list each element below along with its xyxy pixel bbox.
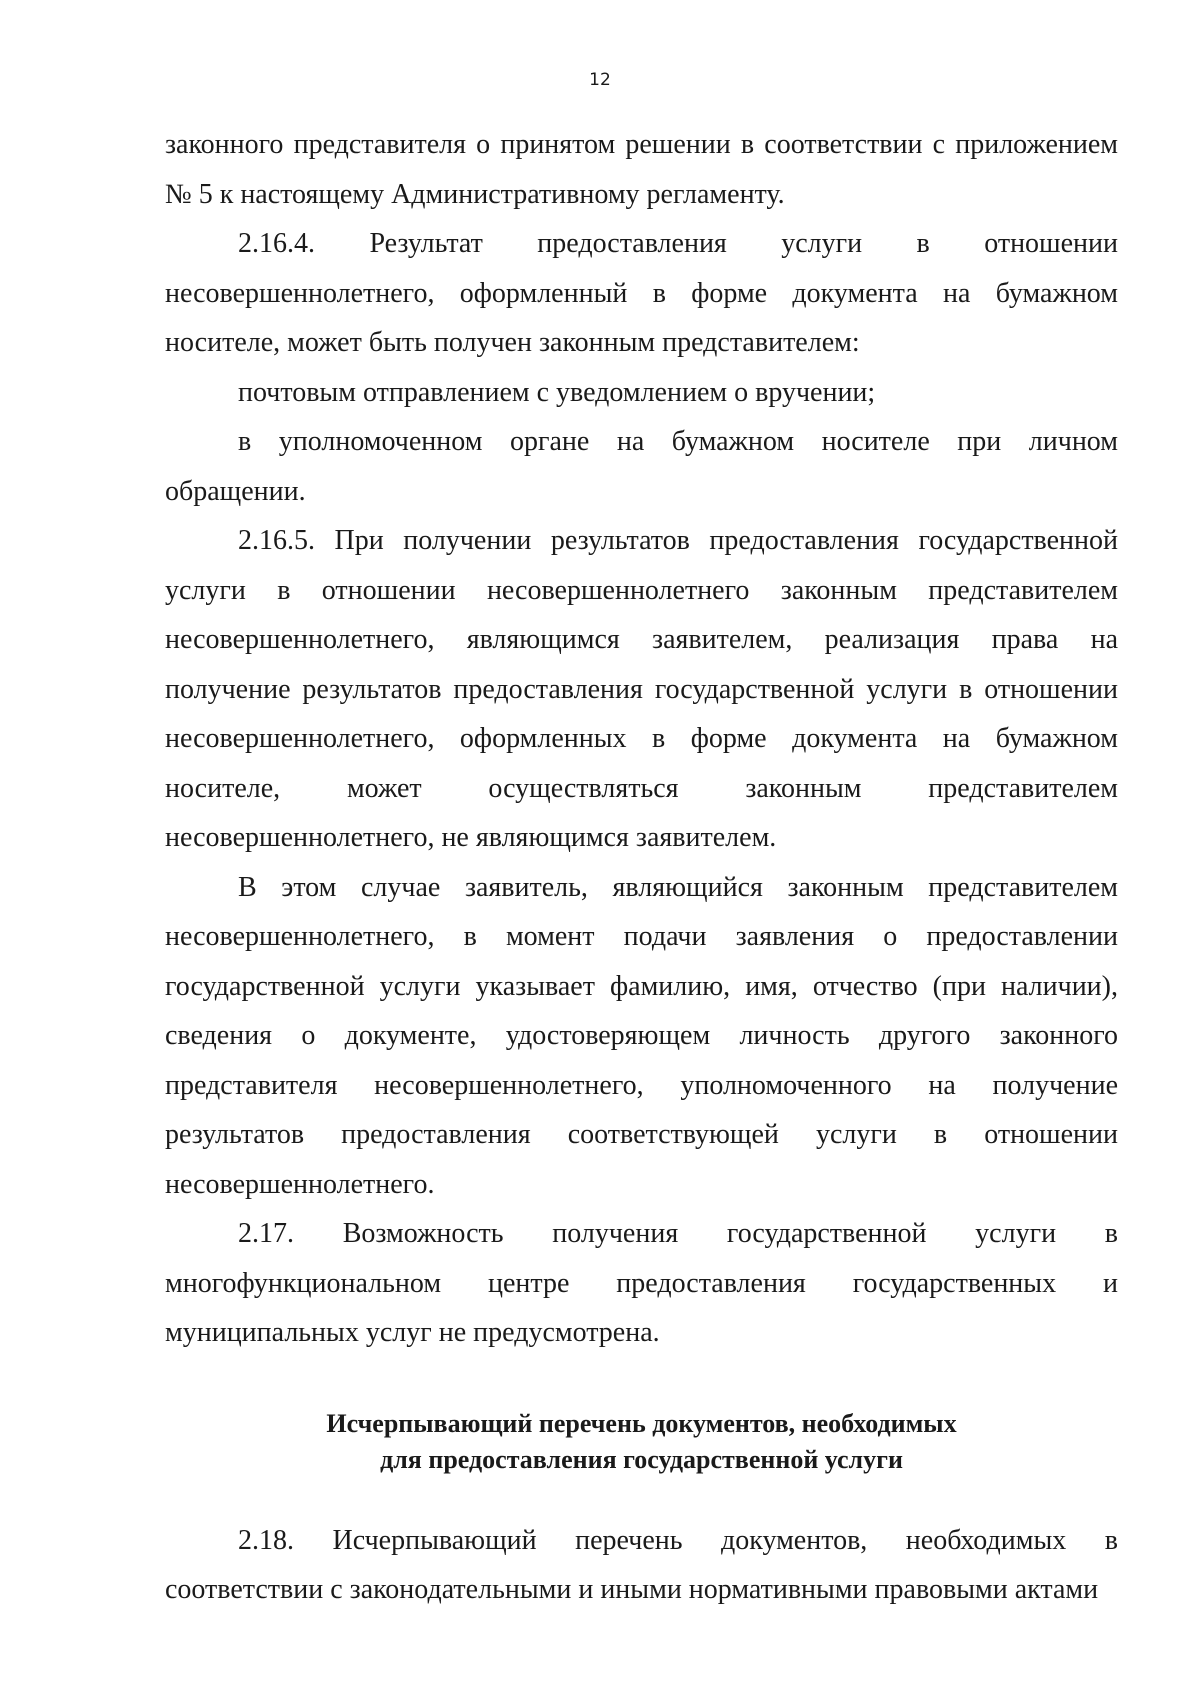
- page-number: 12: [589, 70, 611, 90]
- word: Исчерпывающий: [332, 1524, 537, 1556]
- paragraph-2-16-4: 2.16.4. Результат предоставления услуги в отношении несовершеннолетнего, оформленный в форме документа на бумажном носителе, может быть получен законным представителем:: [165, 228, 1118, 358]
- paragraph-2-16-5: 2.16.5. При получении результатов предоставления государственной услуги в отношении несовершеннолетнего законным представителем несовершеннолетнего, являющимся заявителем, реализация права на получение результатов предоставления государственной услуги в отношении несовершеннолетнего, оформленных в форме документа на бумажном носителе, может осуществляться законным представителем несовершеннолетнего, не являющимся заявителем.: [165, 525, 1118, 853]
- paragraph-in-this-case: В этом случае заявитель, являющийся законным представителем несовершеннолетнего, в момент подачи заявления о предоставлении государственной услуги указывает фамилию, имя, отчество (при наличии), сведения о документе, удостоверяющем личность другого законного представителя несовершеннолетнего, уполномоченного на получение результатов предоставления соответствующей услуги в отношении несовершеннолетнего.: [165, 871, 1118, 1200]
- word: в: [1104, 1524, 1118, 1556]
- paragraph-2-18-line-2: соответствии с законодательными и иными нормативными правовыми актами: [165, 1574, 1099, 1605]
- word: 2.18.: [238, 1524, 294, 1556]
- section-heading: [165, 1406, 1118, 1478]
- paragraph-1: законного представителя о принятом решении в соответствии с приложением № 5 к настоящему Административному регламенту.: [165, 129, 1118, 210]
- section-heading-line-2: для предоставления государственной услуги: [380, 1444, 903, 1474]
- paragraph-2-18-line-1: [165, 1516, 1118, 1566]
- document-body: [165, 120, 1118, 1615]
- section-heading-line-1: Исчерпывающий перечень документов, необходимых: [326, 1408, 957, 1438]
- paragraph-postal: почтовым отправлением с уведомлением о вручении;: [238, 376, 876, 408]
- paragraph-2-17: 2.17. Возможность получения государственной услуги в многофункциональном центре предоставления государственных и муниципальных услуг не предусмотрена.: [165, 1218, 1118, 1348]
- word: документов,: [720, 1524, 868, 1556]
- paragraph-in-person: в уполномоченном органе на бумажном носителе при личном обращении.: [165, 426, 1118, 507]
- word: перечень: [575, 1524, 683, 1556]
- word: необходимых: [905, 1524, 1067, 1556]
